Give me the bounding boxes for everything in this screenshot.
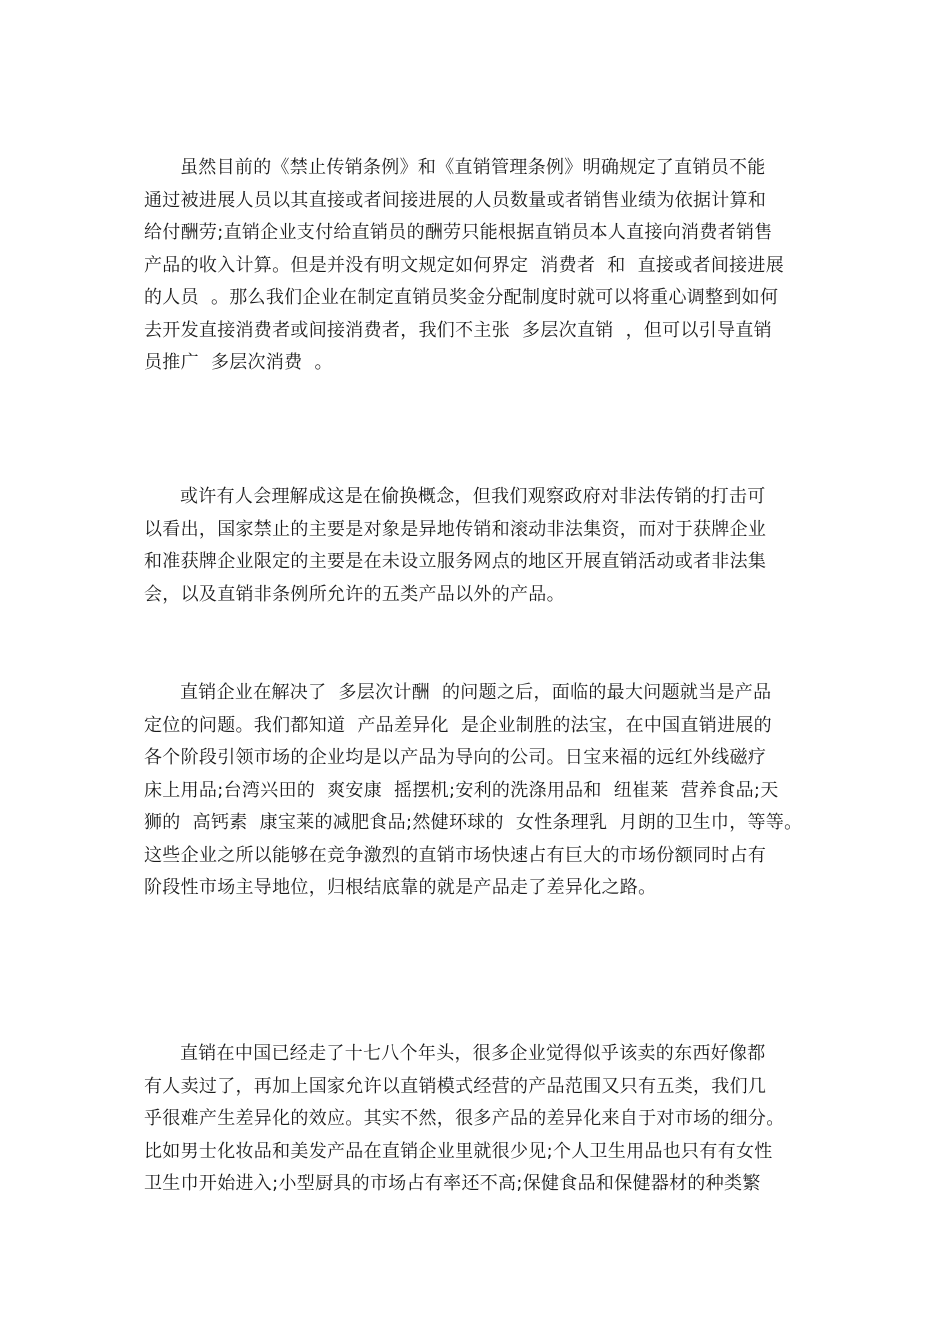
text-line: 给付酬劳;直销企业支付给直销员的酬劳只能根据直销员本人直接向消费者销售 (144, 222, 773, 243)
text-line: 直销在中国已经走了十七八个年头，很多企业觉得似乎该卖的东西好像都 (180, 1043, 766, 1064)
text-line: 有人卖过了，再加上国家允许以直销模式经营的产品范围又只有五类，我们几 (144, 1075, 767, 1097)
text-line: 狮的 高钙素 康宝莱的减肥食品;然健环球的 女性条理乳 月朗的卫生巾，等等。 (144, 812, 803, 833)
text-line: 这些企业之所以能够在竞争激烈的直销市场快速占有巨大的市场份额同时占有 (144, 844, 767, 866)
text-line: 卫生巾开始进入;小型厨具的市场占有率还不高;保健食品和保健器材的种类繁 (144, 1173, 761, 1194)
paragraph-4 (144, 1038, 814, 1201)
text-line: 以看出，国家禁止的主要是对象是异地传销和滚动非法集资，而对于获牌企业 (144, 518, 767, 540)
text-line: 会，以及直销非条例所允许的五类产品以外的产品。 (144, 583, 565, 605)
text-line: 定位的问题。我们都知道 产品差异化 是企业制胜的法宝，在中国直销进展的 (144, 714, 772, 736)
text-line: 阶段性市场主导地位，归根结底靠的就是产品走了差异化之路。 (144, 877, 657, 898)
text-line: 产品的收入计算。但是并没有明文规定如何界定 消费者 和 直接或者间接进展 (144, 254, 785, 276)
text-line: 乎很难产生差异化的效应。其实不然，很多产品的差异化来自于对市场的细分。 (144, 1108, 785, 1129)
paragraph-1 (144, 152, 814, 380)
paragraph-3 (144, 677, 814, 905)
text-line: 比如男士化妆品和美发产品在直销企业里就很少见;个人卫生用品也只有有女性 (144, 1140, 773, 1162)
text-line: 通过被进展人员以其直接或者间接进展的人员数量或者销售业绩为依据计算和 (144, 189, 767, 211)
paragraph-2 (144, 481, 814, 611)
text-line: 各个阶段引领市场的企业均是以产品为导向的公司。日宝来福的远红外线磁疗 (144, 747, 767, 768)
text-line: 直销企业在解决了 多层次计酬 的问题之后，面临的最大问题就当是产品 (180, 682, 772, 703)
text-line: 的人员 。那么我们企业在制定直销员奖金分配制度时就可以将重心调整到如何 (144, 287, 779, 308)
text-line: 虽然目前的《禁止传销条例》和《直销管理条例》明确规定了直销员不能 (180, 157, 766, 178)
text-line: 和准获牌企业限定的主要是在未设立服务网点的地区开展直销活动或者非法集 (144, 551, 767, 572)
text-line: 或许有人会理解成这是在偷换概念，但我们观察政府对非法传销的打击可 (180, 486, 766, 507)
text-line: 去开发直接消费者或间接消费者，我们不主张 多层次直销 ，但可以引导直销 (144, 319, 772, 341)
text-line: 床上用品;台湾兴田的 爽安康 摇摆机;安利的洗涤用品和 纽崔莱 营养食品;天 (144, 779, 779, 801)
text-line: 员推广 多层次消费 。 (144, 352, 333, 373)
